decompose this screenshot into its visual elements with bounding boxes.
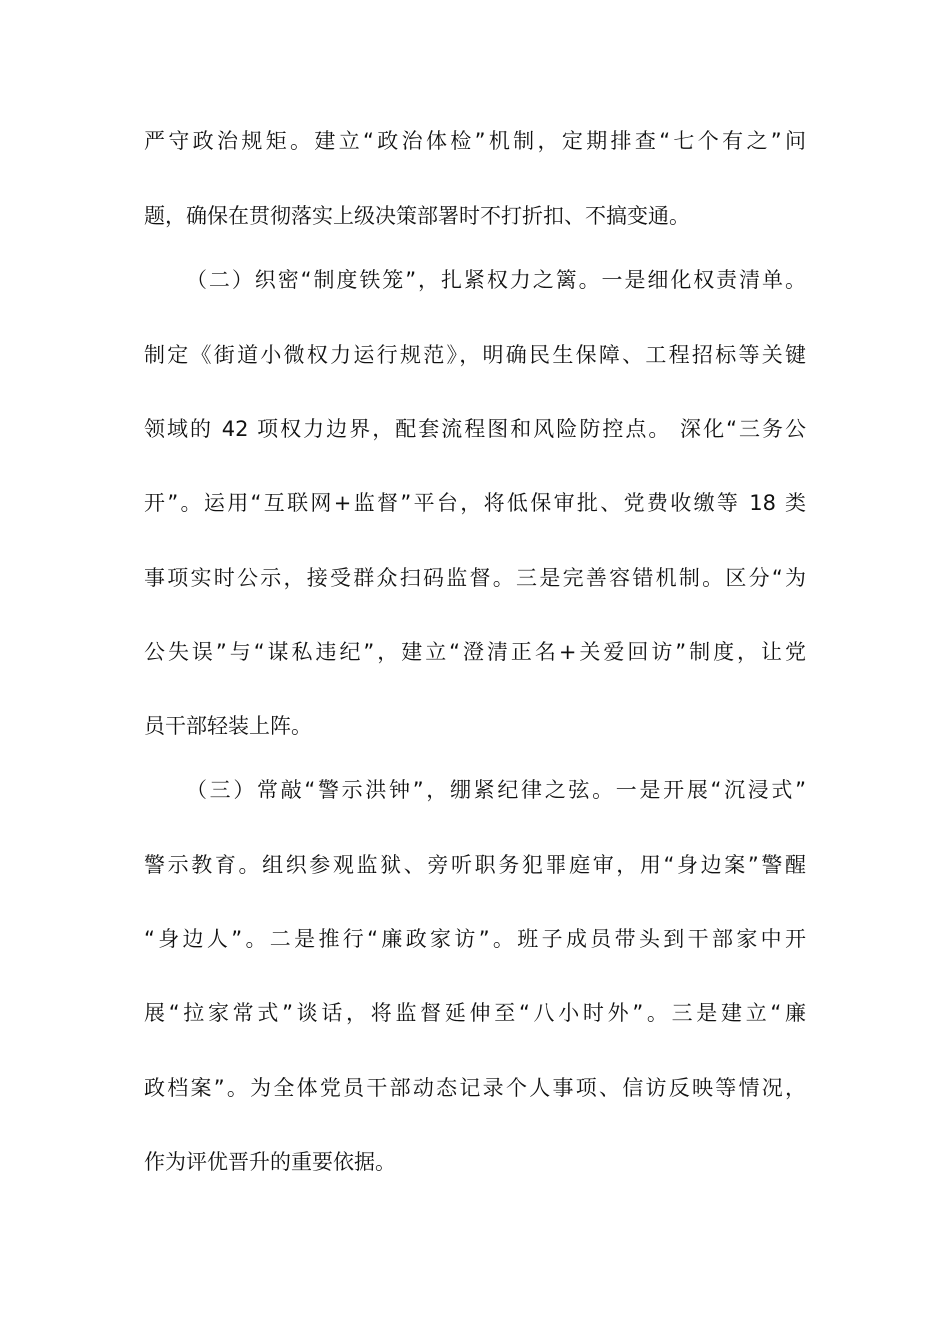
- text-line: 展“拉家常式”谈话，将监督延伸至“八小时外”。三是建立“廉: [144, 1001, 806, 1025]
- text-line: 开”。运用“互联网+监督”平台，将低保审批、党费收缴等 18 类: [144, 491, 806, 515]
- text-line: 题，确保在贯彻落实上级决策部署时不打折扣、不搞变通。: [144, 204, 690, 228]
- text-line: 制定《街道小微权力运行规范》，明确民生保障、工程招标等关键: [144, 343, 806, 367]
- text-line: 政档案”。为全体党员干部动态记录个人事项、信访反映等情况，: [144, 1076, 806, 1100]
- text-line: 领域的 42 项权力边界，配套流程图和风险防控点。 深化“三务公: [144, 417, 806, 441]
- text-line: 事项实时公示，接受群众扫码监督。三是完善容错机制。区分“为: [144, 566, 806, 590]
- text-line: 警示教育。组织参观监狱、旁听职务犯罪庭审，用“身边案”警醒: [144, 853, 806, 877]
- text-line: 员干部轻装上阵。: [144, 714, 312, 738]
- section-heading-line: （二）织密“制度铁笼”，扎紧权力之篱。一是细化权责清单。: [186, 268, 806, 292]
- text-line: “身边人”。二是推行“廉政家访”。班子成员带头到干部家中开: [144, 927, 806, 951]
- section-heading-line: （三）常敲“警示洪钟”，绷紧纪律之弦。一是开展“沉浸式”: [186, 778, 806, 802]
- text-line: 公失误”与“谋私违纪”，建立“澄清正名+关爱回访”制度，让党: [144, 640, 806, 664]
- text-line: 作为评优晋升的重要依据。: [144, 1150, 396, 1174]
- text-line: 严守政治规矩。建立“政治体检”机制，定期排查“七个有之”问: [144, 129, 806, 153]
